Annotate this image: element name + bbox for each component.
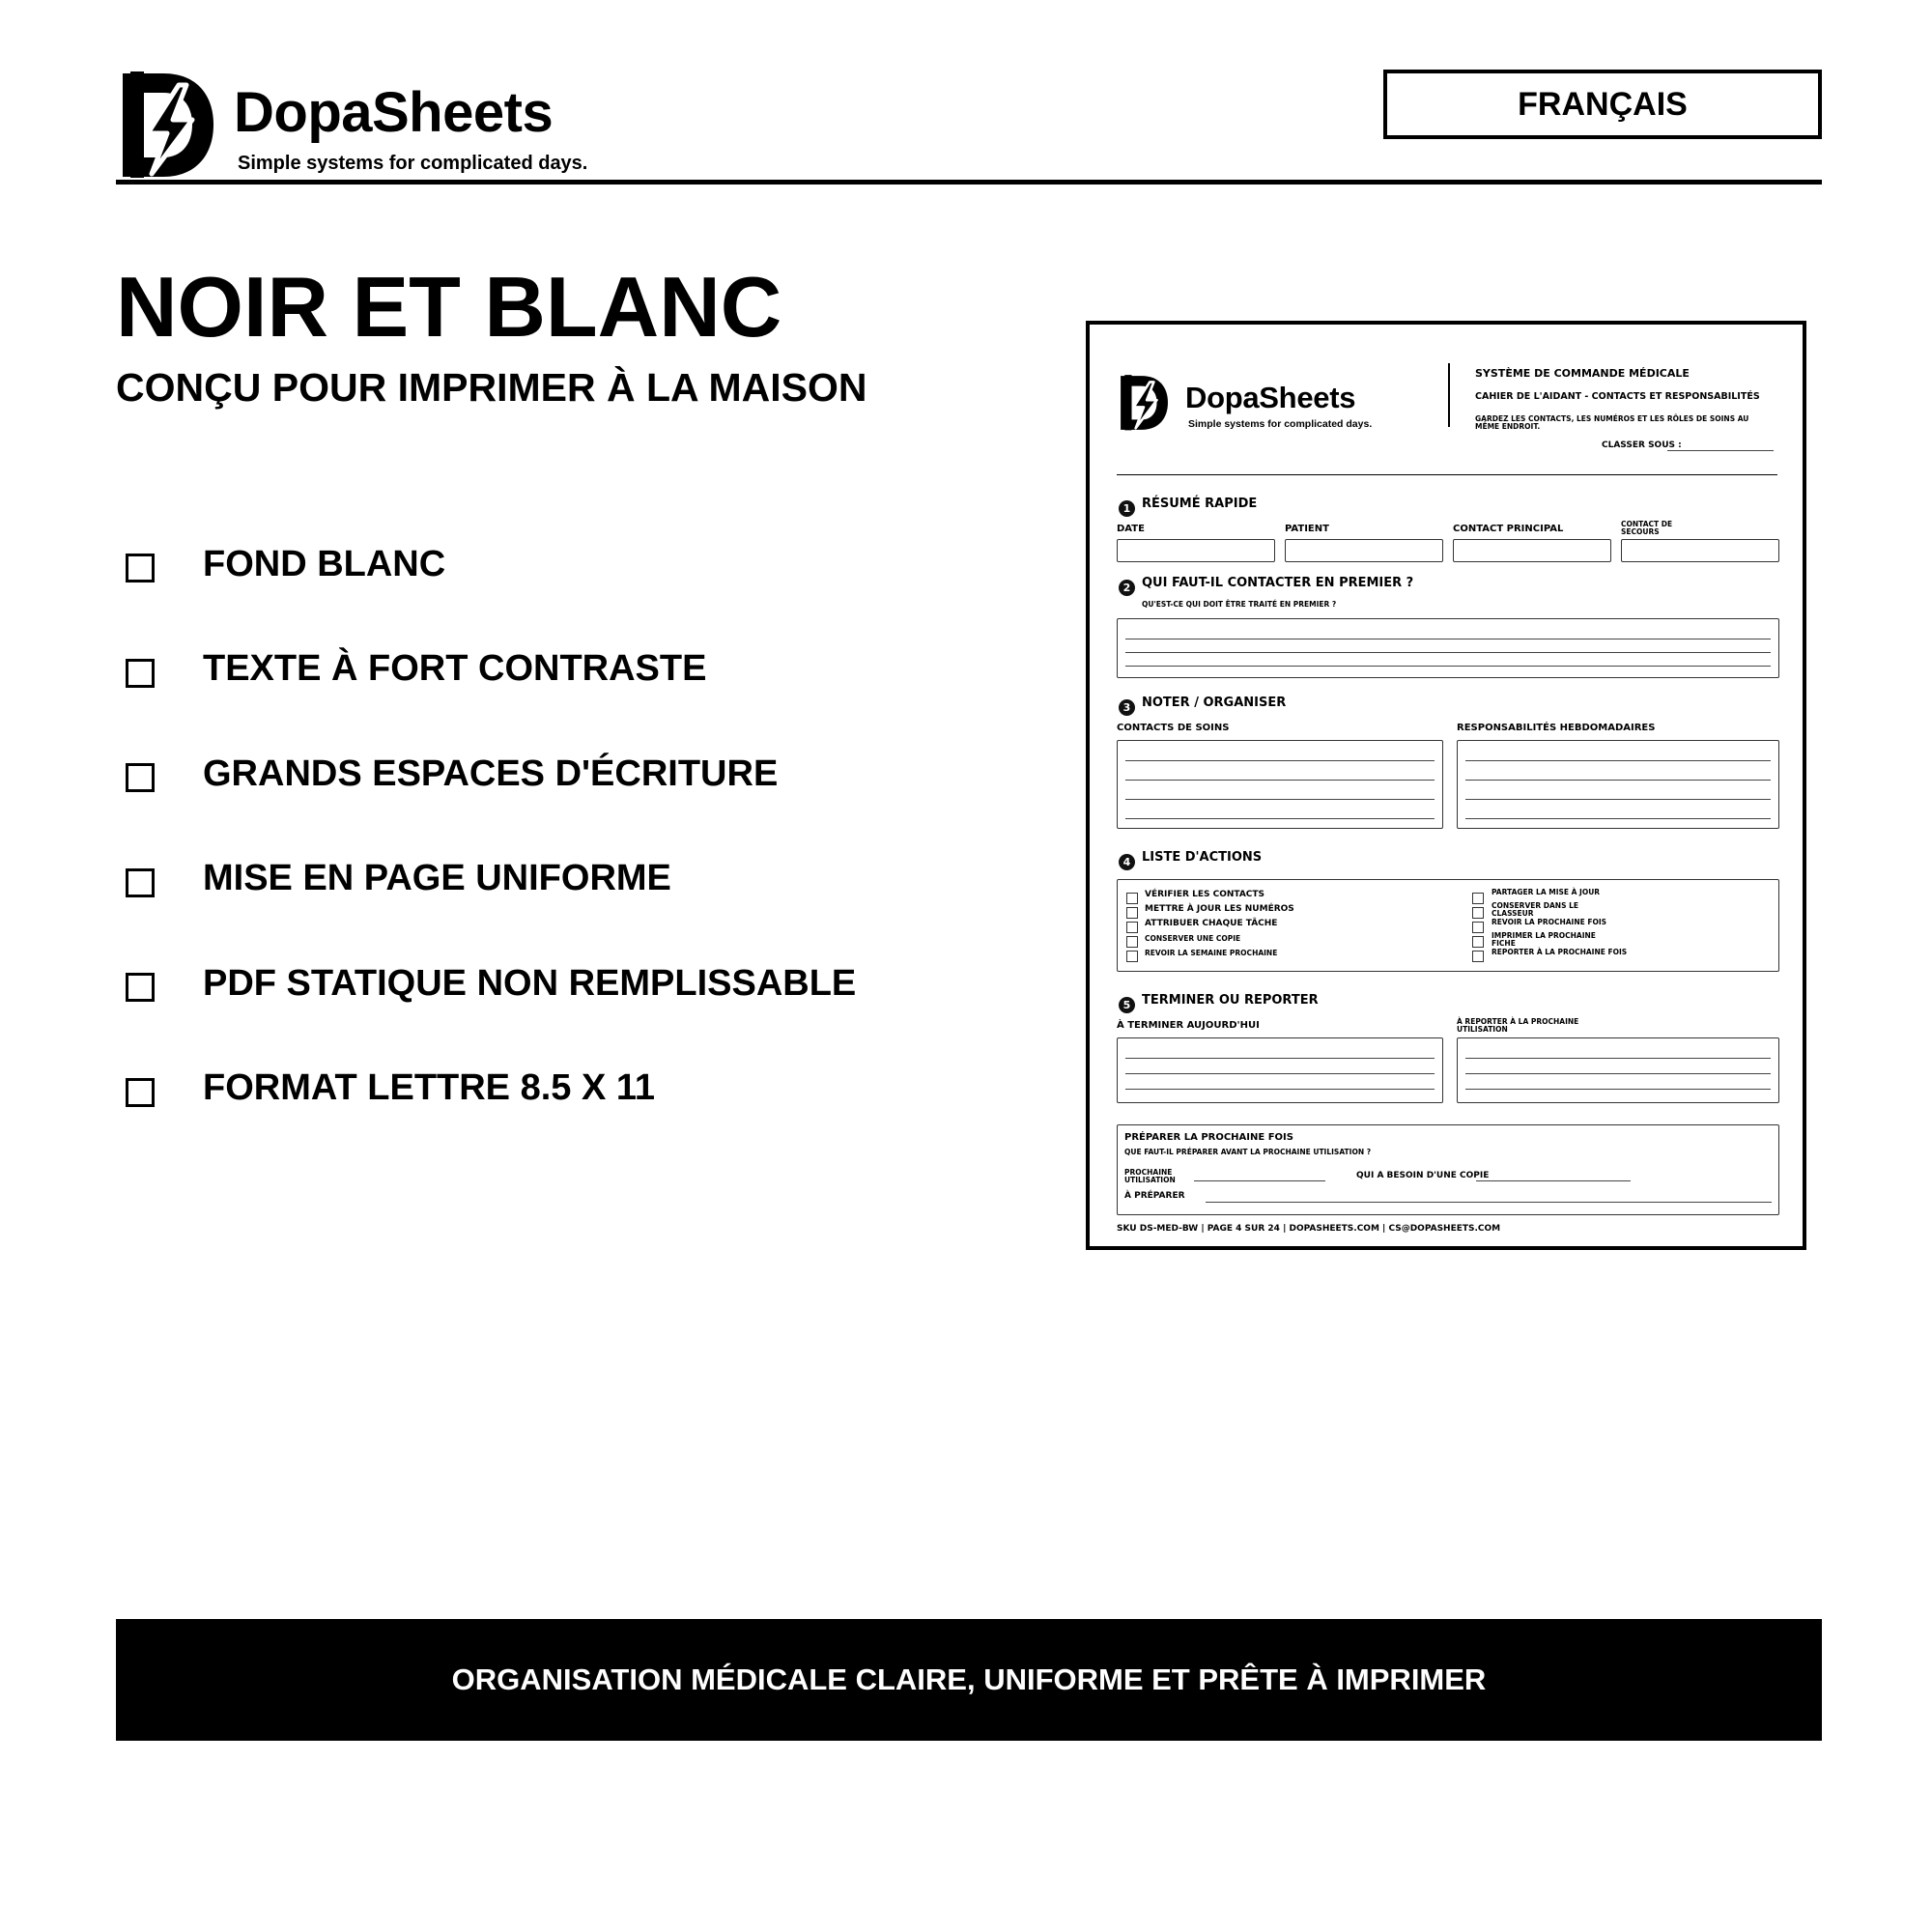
header-divider (116, 180, 1822, 185)
sheet-header-divider (1448, 363, 1450, 427)
file-under-line (1667, 450, 1774, 451)
checkbox-icon (126, 763, 155, 792)
sheet-logo-icon (1119, 374, 1169, 432)
feature-label: GRANDS ESPACES D'ÉCRITURE (203, 753, 779, 794)
section-title: TERMINER OU REPORTER (1142, 993, 1319, 1008)
next-use-label: PROCHAINE UTILISATION (1124, 1168, 1176, 1184)
checkbox-icon (1126, 951, 1138, 962)
section-number-badge: 4 (1119, 854, 1135, 870)
writing-line (1465, 1058, 1771, 1059)
checkbox-icon (126, 659, 155, 688)
bottom-banner: ORGANISATION MÉDICALE CLAIRE, UNIFORME ET PRÊTE À IMPRIMER (116, 1619, 1822, 1741)
field-label: CONTACT DE SECOURS (1621, 520, 1673, 536)
sheet-preview (1086, 321, 1806, 1250)
section-title: NOTER / ORGANISER (1142, 696, 1287, 710)
feature-item (126, 1037, 956, 1142)
section-title: RÉSUMÉ RAPIDE (1142, 497, 1258, 511)
feature-item (126, 617, 956, 723)
checkbox-icon (1472, 951, 1484, 962)
sheet-system-title: SYSTÈME DE COMMANDE MÉDICALE (1475, 367, 1690, 380)
main-subtitle: CONÇU POUR IMPRIMER À LA MAISON (116, 365, 867, 410)
action-item: REPORTER À LA PROCHAINE FOIS (1492, 948, 1628, 956)
feature-label: PDF STATIQUE NON REMPLISSABLE (203, 962, 857, 1004)
column-label: À TERMINER AUJOURD'HUI (1117, 1020, 1260, 1031)
patient-field-box (1285, 539, 1443, 562)
writing-line (1125, 1089, 1435, 1090)
copy-line (1476, 1180, 1631, 1181)
feature-item (126, 931, 956, 1037)
checkbox-icon (126, 554, 155, 582)
checkbox-icon (1126, 893, 1138, 904)
sheet-header-rule (1117, 474, 1777, 475)
checkbox-icon (1126, 922, 1138, 933)
writing-line (1465, 1089, 1771, 1090)
writing-line (1465, 780, 1771, 781)
prepare-title: PRÉPARER LA PROCHAINE FOIS (1124, 1132, 1293, 1143)
action-item: REVOIR LA PROCHAINE FOIS (1492, 918, 1607, 926)
section-subtitle: QU'EST-CE QUI DOIT ÊTRE TRAITÉ EN PREMIER ? (1142, 600, 1337, 609)
writing-line (1125, 799, 1435, 800)
section-number-badge: 5 (1119, 997, 1135, 1013)
checkbox-icon (1126, 907, 1138, 919)
date-field-box (1117, 539, 1275, 562)
checkbox-icon (1472, 922, 1484, 933)
postpone-box (1457, 1037, 1779, 1103)
action-item: VÉRIFIER LES CONTACTS (1145, 890, 1265, 899)
feature-label: FOND BLANC (203, 543, 446, 584)
next-use-line (1194, 1180, 1325, 1181)
writing-line (1125, 1058, 1435, 1059)
finish-today-box (1117, 1037, 1443, 1103)
field-label: CONTACT PRINCIPAL (1453, 524, 1564, 534)
prepare-subtitle: QUE FAUT-IL PRÉPARER AVANT LA PROCHAINE UTILISATION ? (1124, 1148, 1372, 1156)
sheet-footer: SKU DS-MED-BW | PAGE 4 SUR 24 | DOPASHEETS.COM | CS@DOPASHEETS.COM (1117, 1224, 1501, 1234)
writing-line (1125, 818, 1435, 819)
writing-line (1125, 1073, 1435, 1074)
feature-label: TEXTE À FORT CONTRASTE (203, 648, 707, 690)
field-label: PATIENT (1285, 524, 1329, 534)
writing-line (1125, 666, 1771, 667)
writing-line (1125, 780, 1435, 781)
action-item: REVOIR LA SEMAINE PROCHAINE (1145, 949, 1278, 957)
action-item: IMPRIMER LA PROCHAINE FICHE (1492, 931, 1596, 948)
main-title: NOIR ET BLANC (116, 259, 782, 355)
copy-label: QUI A BESOIN D'UNE COPIE (1356, 1171, 1490, 1180)
section-number-badge: 3 (1119, 699, 1135, 716)
brand-tagline: Simple systems for complicated days. (238, 153, 588, 174)
action-item: ATTRIBUER CHAQUE TÂCHE (1145, 919, 1278, 928)
feature-label: FORMAT LETTRE 8.5 X 11 (203, 1067, 656, 1109)
writing-line (1125, 652, 1771, 653)
care-contacts-box (1117, 740, 1443, 829)
checkbox-icon (126, 1078, 155, 1107)
sheet-brand-name: DopaSheets (1185, 381, 1356, 414)
action-item: METTRE À JOUR LES NUMÉROS (1145, 904, 1294, 914)
to-prepare-label: À PRÉPARER (1124, 1191, 1185, 1201)
column-label: À REPORTER À LA PROCHAINE UTILISATION (1457, 1017, 1579, 1034)
column-label: CONTACTS DE SOINS (1117, 723, 1230, 733)
checkbox-icon (1472, 893, 1484, 904)
priority-writing-box (1117, 618, 1779, 678)
feature-item (126, 722, 956, 827)
checkbox-icon (126, 973, 155, 1002)
feature-list (126, 512, 956, 1141)
checkbox-icon (1472, 907, 1484, 919)
action-item: PARTAGER LA MISE À JOUR (1492, 888, 1601, 896)
column-label: RESPONSABILITÉS HEBDOMADAIRES (1457, 723, 1656, 733)
writing-line (1465, 1073, 1771, 1074)
action-item: CONSERVER UNE COPIE (1145, 934, 1241, 943)
section-number-badge: 1 (1119, 500, 1135, 517)
section-title: QUI FAUT-IL CONTACTER EN PREMIER ? (1142, 576, 1414, 590)
sheet-file-under-label: CLASSER SOUS : (1602, 440, 1682, 450)
writing-line (1465, 818, 1771, 819)
feature-item (126, 512, 956, 617)
language-badge: FRANÇAIS (1383, 70, 1822, 139)
brand-name: DopaSheets (234, 81, 554, 144)
sheet-tagline: Simple systems for complicated days. (1188, 418, 1373, 430)
writing-line (1125, 760, 1435, 761)
feature-item (126, 827, 956, 932)
to-prepare-line (1206, 1202, 1772, 1203)
field-label: DATE (1117, 524, 1145, 534)
writing-line (1465, 760, 1771, 761)
writing-line (1465, 799, 1771, 800)
feature-label: MISE EN PAGE UNIFORME (203, 858, 671, 899)
section-title: LISTE D'ACTIONS (1142, 850, 1263, 865)
section-number-badge: 2 (1119, 580, 1135, 596)
checkbox-icon (1472, 936, 1484, 948)
primary-contact-field-box (1453, 539, 1611, 562)
dopasheets-logo-icon (119, 70, 215, 181)
sheet-description: GARDEZ LES CONTACTS, LES NUMÉROS ET LES RÔLES DE SOINS AU MÊME ENDROIT. (1475, 414, 1749, 431)
checkbox-icon (126, 868, 155, 897)
action-item: CONSERVER DANS LE CLASSEUR (1492, 901, 1578, 918)
backup-contact-field-box (1621, 539, 1779, 562)
sheet-book-title: CAHIER DE L'AIDANT - CONTACTS ET RESPONSABILITÉS (1475, 391, 1760, 402)
checkbox-icon (1126, 936, 1138, 948)
weekly-responsibilities-box (1457, 740, 1779, 829)
